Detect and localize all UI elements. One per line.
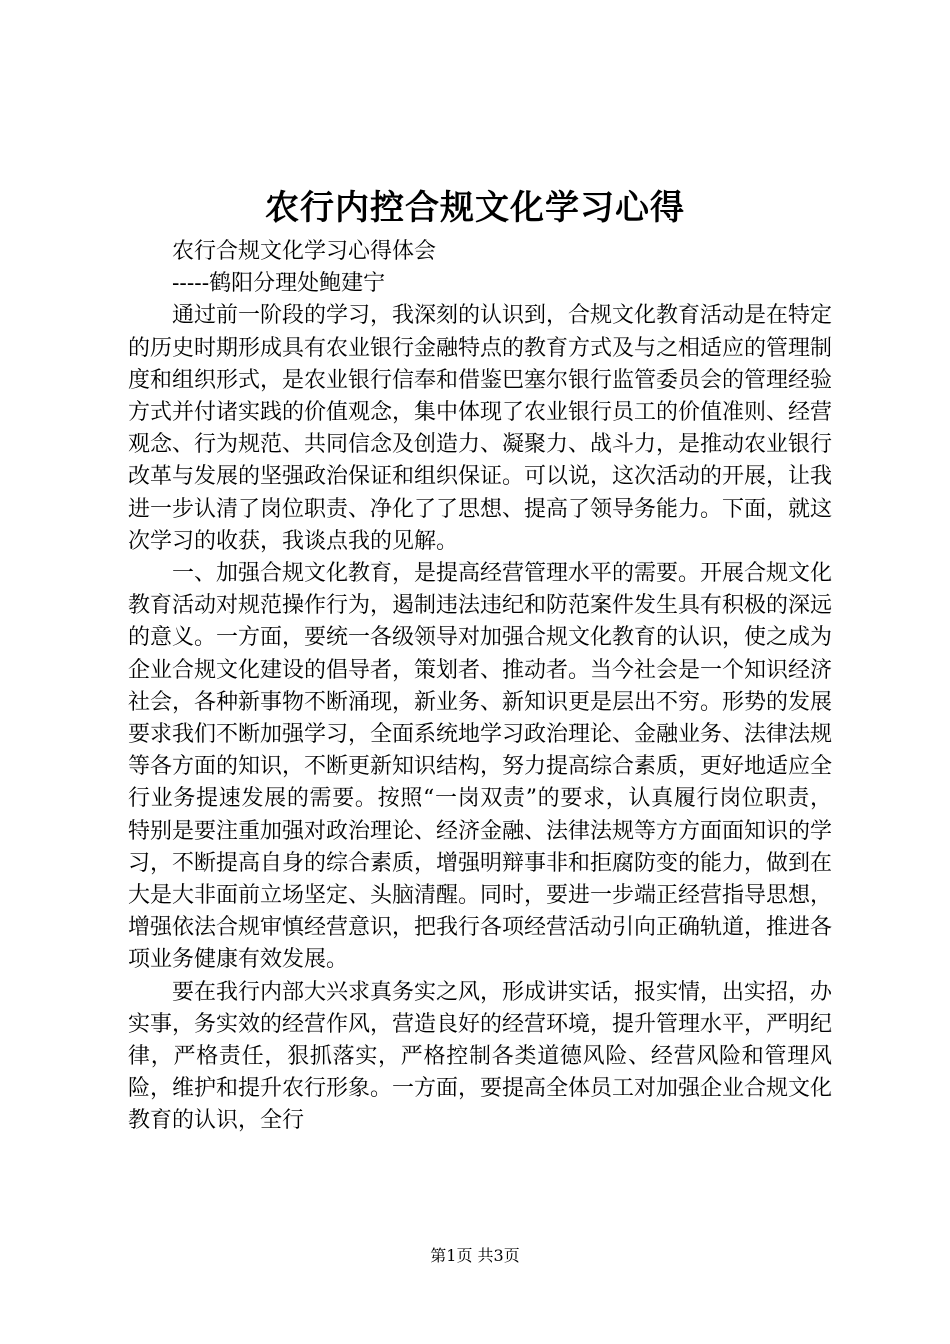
document-subtitle: 农行合规文化学习心得体会 (172, 239, 437, 264)
document-title: 农行内控合规文化学习心得 (265, 188, 685, 228)
paragraph-section-one: 一、加强合规文化教育，是提高经营管理水平的需要。开展合规文化教育活动对规范操作行为，遏制违法违纪和防范案件发生具有积极的深远的意义。一方面，要统一各级领导对加强合规文化教育的认识，使之成为企业合规文化建设的倡导者，策划者、推动者。当今社会是一个知识经济社会，各种新事物不断涌现，新业务、新知识更是层出不穷。形势的发展要求我们不断加强学习，全面系统地学习政治理论、金融业务、法律法规等各方面的知识，不断更新知识结构，努力提高综合素质，更好地适应全行业务提速发展的需要。按照“一岗双责”的要求，认真履行岗位职责，特别是要注重加强对政治理论、经济金融、法律法规等方方面面知识的学习，不断提高自身的综合素质，增强明辩事非和拒腐防变的能力，做到在大是大非面前立场坚定、头脑清醒。同时，要进一步端正经营指导思想，增强依法合规审慎经营意识，把我行各项经营活动引向正确轨道，推进各项业务健康有效发展。 (128, 561, 833, 973)
author-line: -----鹤阳分理处鲍建宁 (172, 271, 386, 297)
page-number-footer: 第1页 共3页 (430, 1246, 520, 1265)
document-body (128, 236, 832, 1138)
paragraph-work-style: 要在我行内部大兴求真务实之风，形成讲实话，报实情，出实招，办实事，务实效的经营作风，营造良好的经营环境，提升管理水平，严明纪律，严格责任，狠抓落实，严格控制各类道德风险、经营风险和管理风险，维护和提升农行形象。一方面，要提高全体员工对加强企业合规文化教育的认识，全行 (128, 979, 833, 1134)
paragraph-intro: 通过前一阶段的学习，我深刻的认识到，合规文化教育活动是在特定的历史时期形成具有农业银行金融特点的教育方式及与之相适应的管理制度和组织形式，是农业银行信奉和借鉴巴塞尔银行监管委员会的管理经验方式并付诸实践的价值观念，集中体现了农业银行员工的价值准则、经营观念、行为规范、共同信念及创造力、凝聚力、战斗力，是推动农业银行改革与发展的坚强政治保证和组织保证。可以说，这次活动的开展，让我进一步认清了岗位职责、净化了了思想、提高了领导务能力。下面，就这次学习的收获，我谈点我的见解。 (128, 303, 833, 554)
